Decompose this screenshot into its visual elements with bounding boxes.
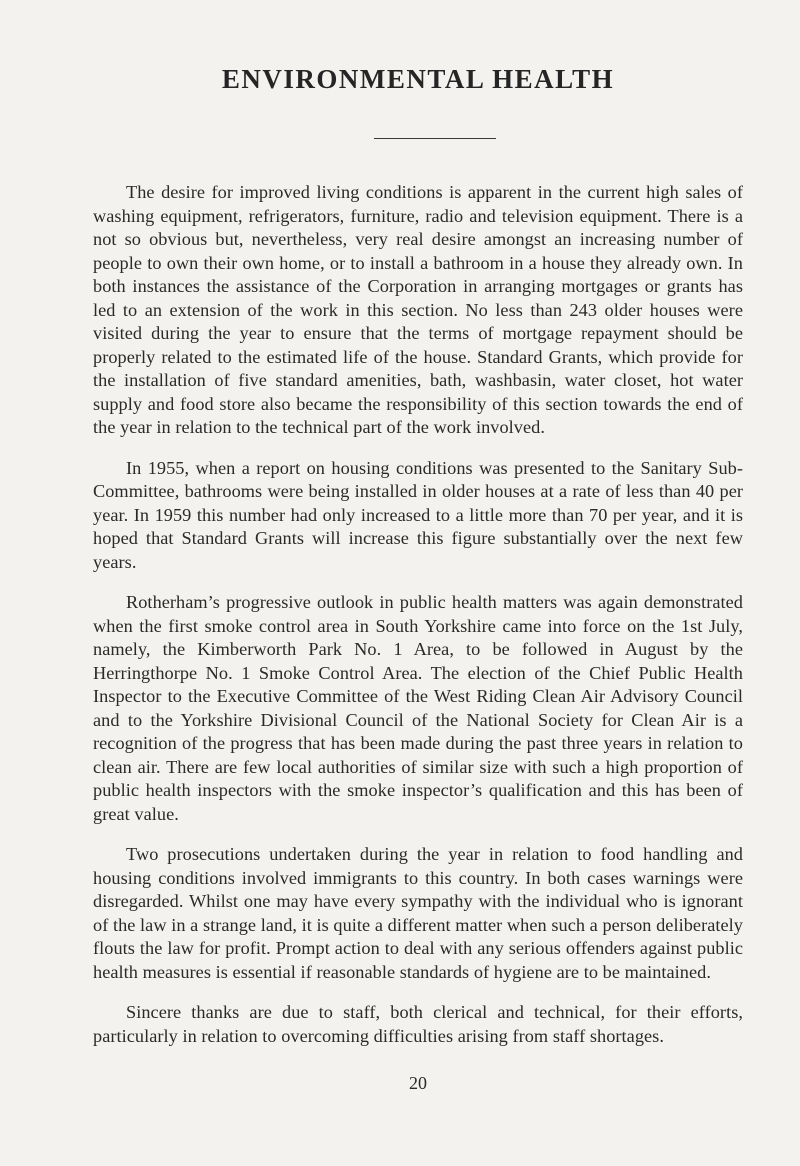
paragraph-living-conditions: The desire for improved living conditions is apparent in the current high sales of washing equipment, refrigerators, furniture, radio and television equipment. There is a not so obvious but, nevertheless, very real desire amongst an increasing number of people to own their own home, or to install a bathroom in a house they already own. In both instances the assistance of the Corporation in arranging mortgages or grants has led to an extension of the work in this section. No less than 243 older houses were visited during the year to ensure that the terms of mortgage repayment should be properly related to the estimated life of the house. Standard Grants, which provide for the installation of five standard amenities, bath, washbasin, water closet, hot water supply and food store also became the responsibility of this section towards the end of the year in relation to the technical part of the work involved. bbox=[93, 182, 743, 437]
document-body bbox=[93, 181, 743, 1065]
document-page bbox=[93, 0, 743, 1166]
paragraph-bathrooms: In 1955, when a report on housing conditions was presented to the Sanitary Sub-Committee, bathrooms were being installed in older houses at a rate of less than 40 per year. In 1959 this number had only increased to a little more than 70 per year, and it is hoped that Standard Grants will increase this figure substantially over the next few years. bbox=[93, 457, 743, 572]
paragraph-thanks: Sincere thanks are due to staff, both clerical and technical, for their efforts, particularly in relation to overcoming difficulties arising from staff shortages. bbox=[93, 1002, 743, 1046]
title-divider bbox=[374, 138, 496, 139]
page-title: ENVIRONMENTAL HEALTH bbox=[221, 64, 615, 94]
paragraph-smoke-control: Rotherham’s progressive outlook in public health matters was again demonstrated when the first smoke control area in South Yorkshire came into force on the 1st July, namely, the Kimberworth Park No. 1 Area, to be followed in August by the Herringthorpe No. 1 Smoke Control Area. The election of the Chief Public Health Inspector to the Executive Committee of the West Riding Clean Air Advisory Council and to the Yorkshire Divisional Council of the National Society for Clean Air is a recognition of the progress that has been made during the past three years in relation to clean air. There are few local authorities of similar size with such a high proportion of public health inspectors with the smoke inspector’s qualification and this has been of great value. bbox=[93, 592, 743, 824]
paragraph-prosecutions: Two prosecutions undertaken during the year in relation to food handling and housing conditions involved immigrants to this country. In both cases warnings were disregarded. Whilst one may have every sympathy with the individual who is ignorant of the law in a strange land, it is quite a different matter when such a person deliberately flouts the law for profit. Prompt action to deal with any serious offenders against public health measures is essential if reasonable standards of hygiene are to be maintained. bbox=[93, 844, 743, 982]
page-number: 20 bbox=[409, 1073, 427, 1093]
